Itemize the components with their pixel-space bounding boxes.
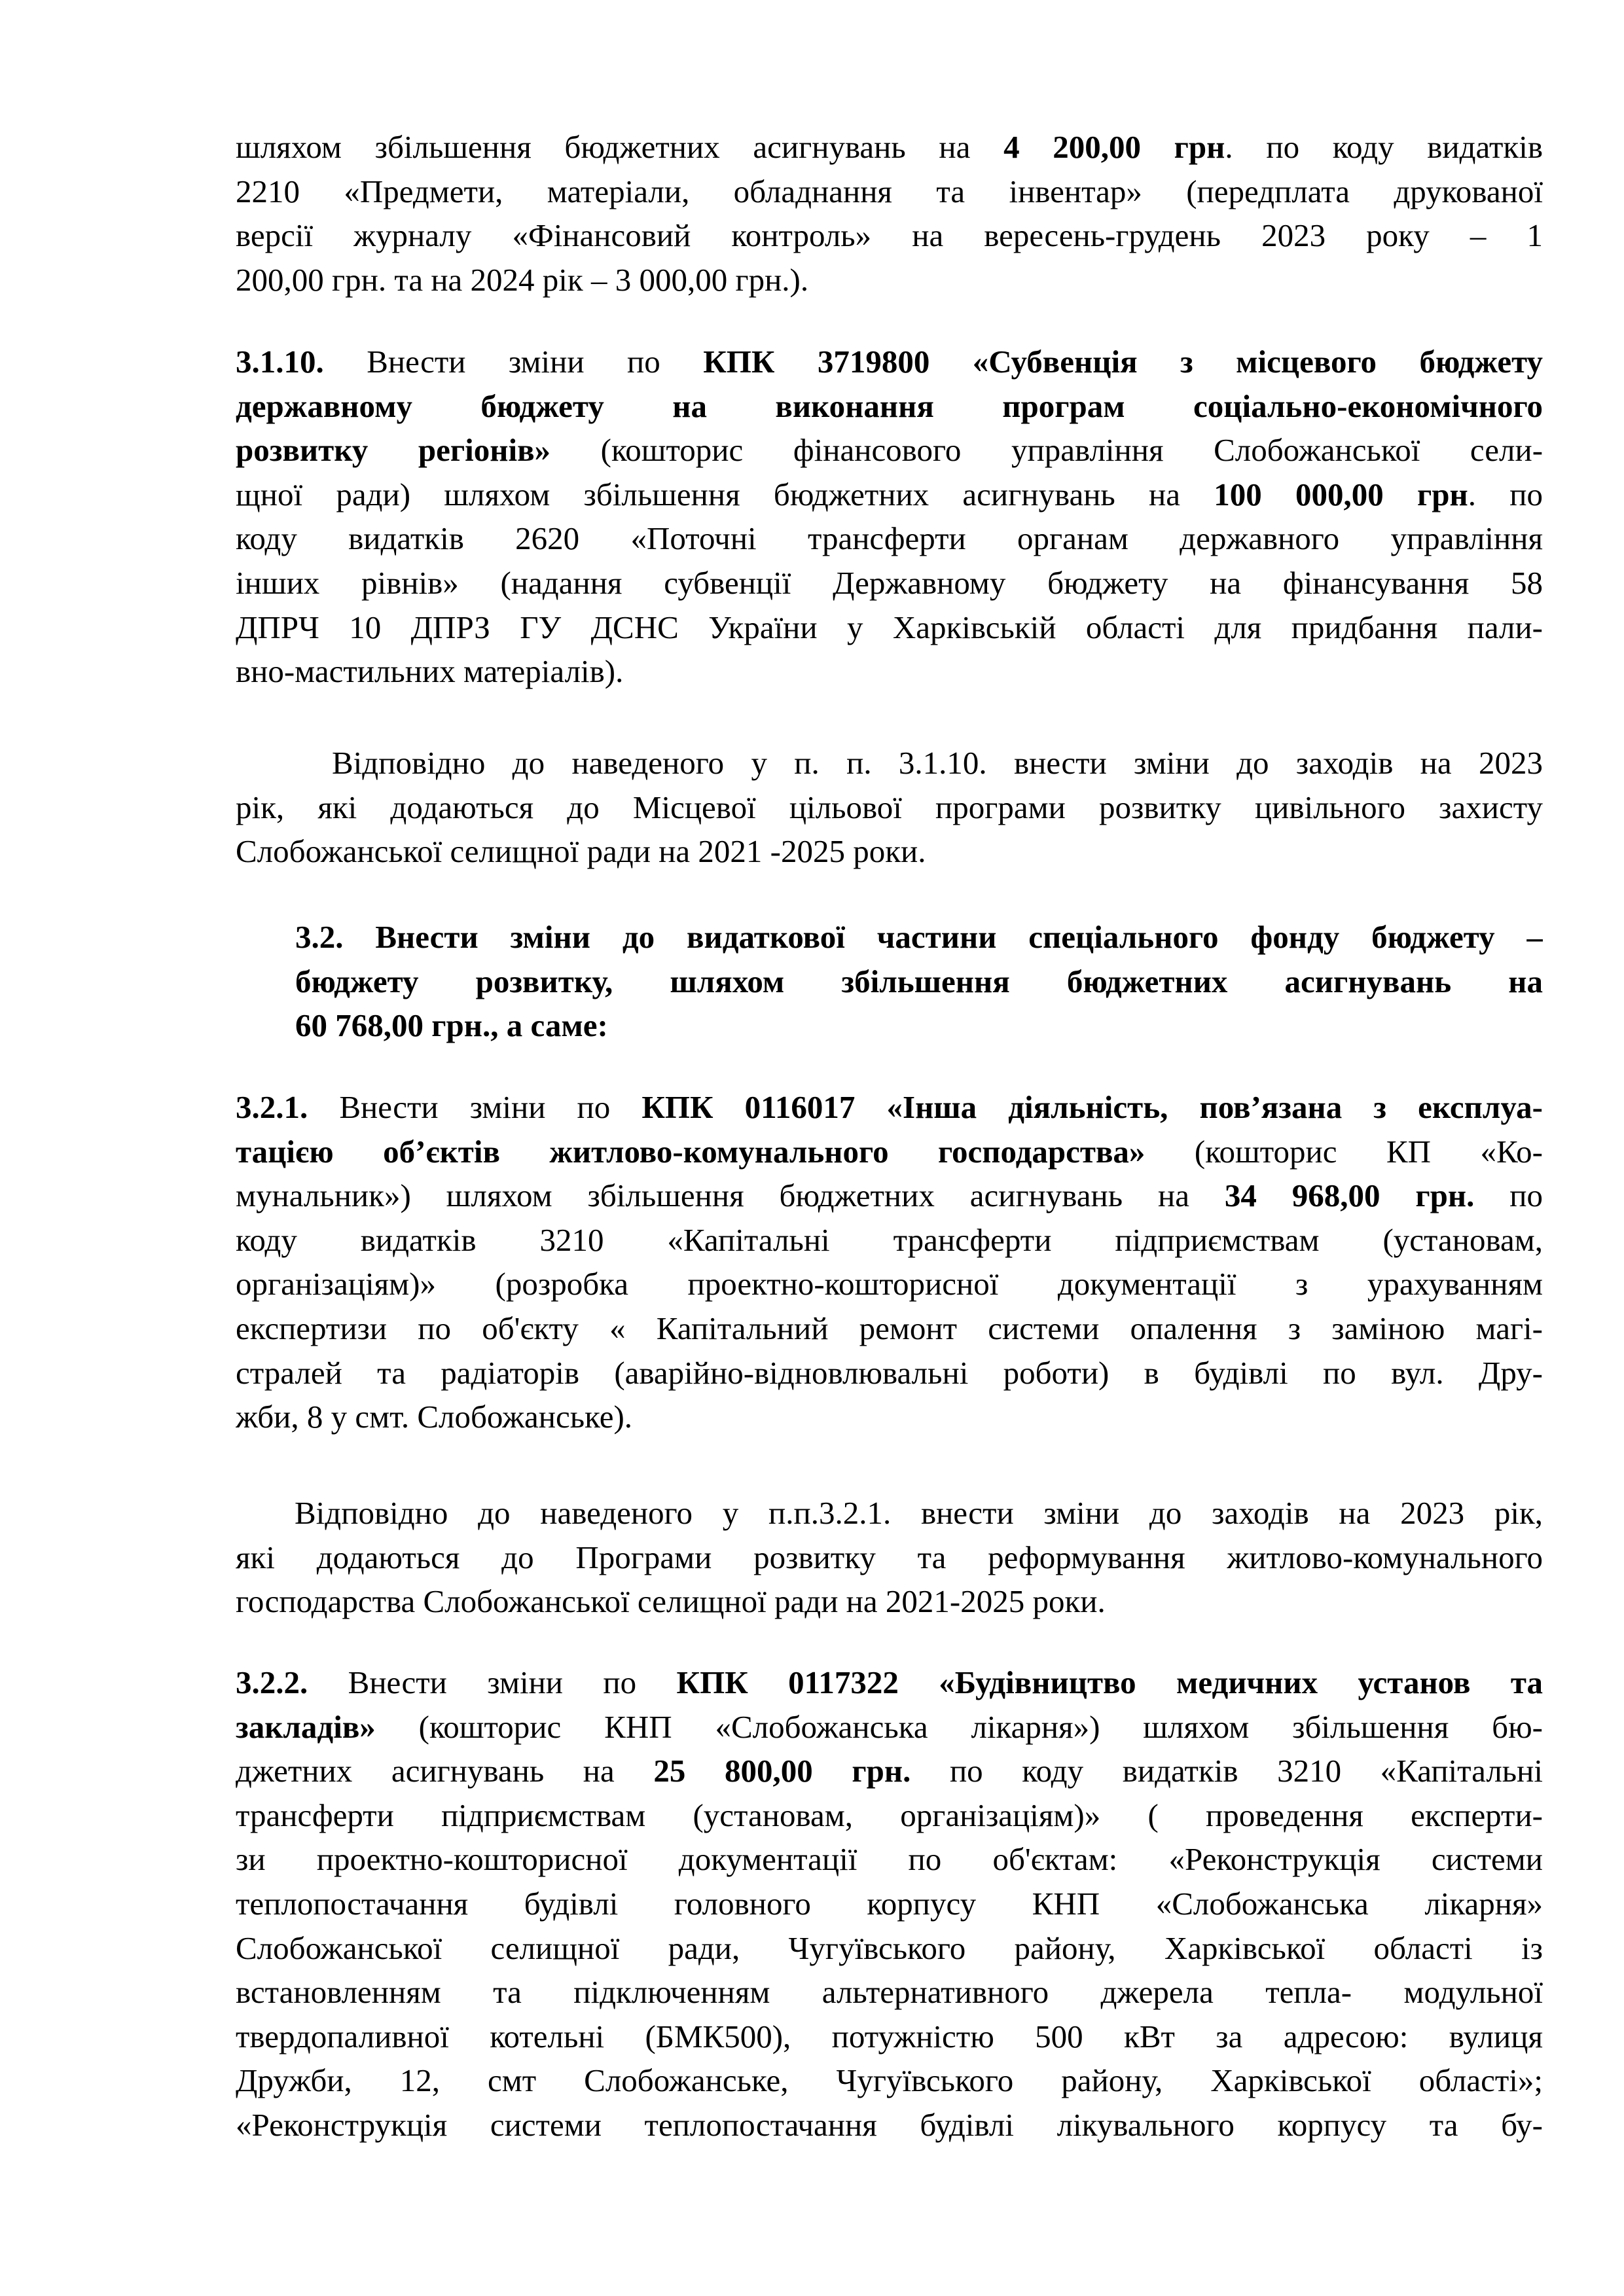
text-line [236, 1749, 1543, 1793]
bold-text-run: закладів» [236, 1708, 376, 1745]
text-line [236, 473, 1543, 517]
text-line [236, 1793, 1543, 1838]
text-line [236, 561, 1543, 605]
text-line [236, 2015, 1543, 2059]
text-run: зи проектно-кошторисної документації по об'єктам: «Реконструкція системи [236, 1841, 1543, 1878]
text-run: (кошторис КНП «Слобожанська лікарня») шляхом збільшення бю- [375, 1708, 1543, 1745]
text-line [236, 1306, 1543, 1351]
text-line [236, 741, 1543, 785]
text-run: ДПРЧ 10 ДПРЗ ГУ ДСНС України у Харківській області для придбання пали- [236, 609, 1543, 645]
text-run: Слобожанської селищної ради на 2021 -2025 роки. [236, 833, 926, 870]
bold-text-run: державному бюджету на виконання програм соціально-економічного [236, 387, 1543, 424]
text-line [236, 1882, 1543, 1926]
text-run: Внести зміни по [323, 344, 704, 380]
text-run: шляхом збільшення бюджетних асигнувань на [236, 129, 1004, 165]
text-line [236, 1970, 1543, 2015]
text-run: трансферти підприємствам (установам, організаціям)» ( проведення експерти- [236, 1797, 1543, 1833]
paragraph-3-2-2 [236, 1660, 1543, 2147]
text-run: . по коду видатків [1225, 129, 1543, 165]
text-run: 200,00 грн. та на 2024 рік – 3 000,00 грн.). [236, 261, 809, 298]
text-run: Дружби, 12, смт Слобожанське, Чугуївського району, Харківської області»; [236, 2062, 1543, 2099]
text-line [236, 1174, 1543, 1218]
text-line [295, 1003, 1543, 1048]
bold-text-run: бюджету розвитку, шляхом збільшення бюджетних асигнувань на [295, 963, 1543, 999]
text-run: по коду видатків 3210 «Капітальні [911, 1753, 1543, 1789]
text-run: які додаються до Програми розвитку та реформування житлово-комунального [236, 1539, 1543, 1575]
bold-text-run: КПК 0116017 «Інша діяльність, пов’язана з експлуа- [641, 1089, 1543, 1125]
bold-text-run: КПК 3719800 «Субвенція з місцевого бюджету [703, 344, 1543, 380]
bold-text-run: 34 968,00 грн. [1224, 1177, 1475, 1214]
text-line [236, 785, 1543, 830]
text-run: Внести зміни по [308, 1664, 677, 1700]
text-run: жби, 8 у смт. Слобожанське). [236, 1399, 633, 1435]
text-line [236, 125, 1543, 170]
text-run: встановленням та підключенням альтернативного джерела тепла- модульної [236, 1974, 1543, 2011]
text-line [236, 1926, 1543, 1971]
text-run: стралей та радіаторів (аварійно-відновлювальні роботи) в будівлі по вул. Дру- [236, 1354, 1543, 1391]
bold-text-run: 100 000,00 грн [1214, 476, 1468, 512]
bold-text-run: 3.2.2. [236, 1664, 308, 1700]
text-line [236, 1085, 1543, 1130]
text-line [236, 258, 1543, 302]
text-line [236, 1579, 1543, 1624]
text-line [236, 605, 1543, 650]
text-line [236, 1535, 1543, 1580]
text-line [236, 213, 1543, 258]
bold-text-run: 4 200,00 грн [1003, 129, 1225, 165]
text-run: Відповідно до наведеного у п.п.3.2.1. внести зміни до заходів на 2023 рік, [295, 1495, 1543, 1531]
bold-text-run: 60 768,00 грн., а саме: [295, 1007, 608, 1044]
text-run: експертизи по об'єкту « Капітальний ремонт системи опалення з заміною магі- [236, 1310, 1543, 1346]
text-line [236, 829, 1543, 874]
text-run: . по [1468, 476, 1543, 512]
text-line [236, 1395, 1543, 1439]
text-run: господарства Слобожанської селищної ради на 2021-2025 роки. [236, 1583, 1106, 1620]
text-run: рік, які додаються до Місцевої цільової програми розвитку цивільного захисту [236, 789, 1543, 825]
text-run: інших рівнів» (надання субвенції Державному бюджету на фінансування 58 [236, 564, 1543, 601]
text-run: щної ради) шляхом збільшення бюджетних асигнувань на [236, 476, 1214, 512]
paragraph-reference-3-1-10 [236, 741, 1543, 874]
text-line [236, 1130, 1543, 1174]
text-run: коду видатків 2620 «Поточні трансферти органам державного управління [236, 520, 1543, 557]
text-run: (кошторис КП «Ко- [1145, 1133, 1543, 1170]
bold-text-run: 3.1.10. [236, 344, 324, 380]
heading-3-2 [295, 915, 1543, 1048]
text-line [236, 170, 1543, 214]
text-run: «Реконструкція системи теплопостачання будівлі лікувального корпусу та бу- [236, 2106, 1543, 2143]
paragraph-3-2-1 [236, 1085, 1543, 1439]
text-line [236, 516, 1543, 561]
paragraph-budget-increase-2210 [236, 125, 1543, 302]
bold-text-run: КПК 0117322 «Будівництво медичних установ та [676, 1664, 1543, 1700]
text-run: версії журналу «Фінансовий контроль» на вересень-грудень 2023 року – 1 [236, 217, 1543, 254]
bold-text-run: тацією об’єктів житлово-комунального господарства» [236, 1133, 1146, 1170]
text-run: Слобожанської селищної ради, Чугуївського району, Харківської області із [236, 1929, 1543, 1966]
text-line [236, 649, 1543, 694]
text-line [295, 915, 1543, 960]
text-line [236, 1837, 1543, 1882]
text-line [236, 1705, 1543, 1749]
text-run: твердопаливної котельні (БМК500), потужністю 500 кВт за адресою: вулиця [236, 2018, 1543, 2054]
bold-text-run: 3.2. Внести зміни до видаткової частини спеціального фонду бюджету – [295, 919, 1543, 955]
text-line [236, 1351, 1543, 1395]
text-run: (кошторис фінансового управління Слобожанської сели- [550, 432, 1543, 469]
text-run: по [1474, 1177, 1543, 1214]
text-line [236, 384, 1543, 429]
text-line [236, 2103, 1543, 2147]
text-run: теплопостачання будівлі головного корпусу КНП «Слобожанська лікарня» [236, 1885, 1543, 1922]
paragraph-3-1-10 [236, 340, 1543, 694]
text-line [236, 340, 1543, 384]
text-line [295, 960, 1543, 1004]
bold-text-run: 3.2.1. [236, 1089, 308, 1125]
text-run: Відповідно до наведеного у п. п. 3.1.10. внести зміни до заходів на 2023 [332, 745, 1543, 781]
bold-text-run: 25 800,00 грн. [653, 1753, 911, 1789]
text-line [236, 1218, 1543, 1263]
text-line [236, 428, 1543, 473]
bold-text-run: розвитку регіонів» [236, 432, 551, 469]
text-line [236, 1262, 1543, 1306]
text-run: мунальник») шляхом збільшення бюджетних асигнувань на [236, 1177, 1225, 1214]
text-run: коду видатків 3210 «Капітальні трансферти підприємствам (установам, [236, 1221, 1543, 1258]
text-run: 2210 «Предмети, матеріали, обладнання та інвентар» (передплата друкованої [236, 173, 1543, 209]
text-run: джетних асигнувань на [236, 1753, 654, 1789]
text-run: Внести зміни по [308, 1089, 642, 1125]
text-line [236, 1491, 1543, 1535]
text-run: організаціям)» (розробка проектно-кошторисної документації з урахуванням [236, 1266, 1543, 1302]
paragraph-reference-3-2-1 [236, 1491, 1543, 1624]
text-run: вно-мастильних матеріалів). [236, 653, 624, 690]
text-line [236, 2058, 1543, 2103]
text-line [236, 1660, 1543, 1705]
